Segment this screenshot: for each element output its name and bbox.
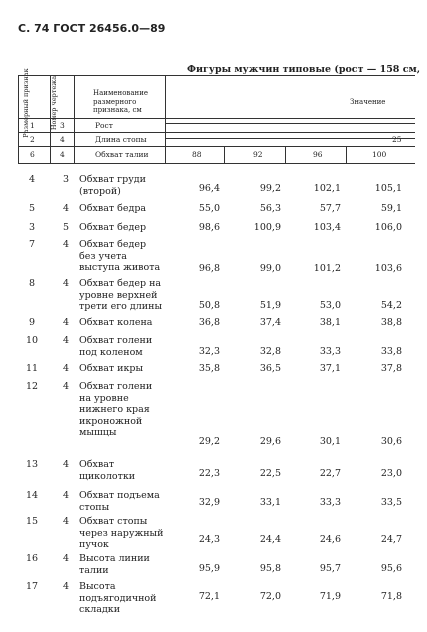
col-header-name: Наименование размерного признака, см	[93, 89, 148, 114]
page-header: С. 74 ГОСТ 26456.0—89	[18, 22, 166, 35]
col-header-drawing-no: Номер чертежа	[50, 75, 58, 131]
col-header-feature-no: Размерный признак	[22, 68, 30, 138]
table-subtitle: Фигуры мужчин типовые (рост — 158 см,	[187, 64, 421, 75]
col-header-values: Значение	[350, 98, 386, 106]
